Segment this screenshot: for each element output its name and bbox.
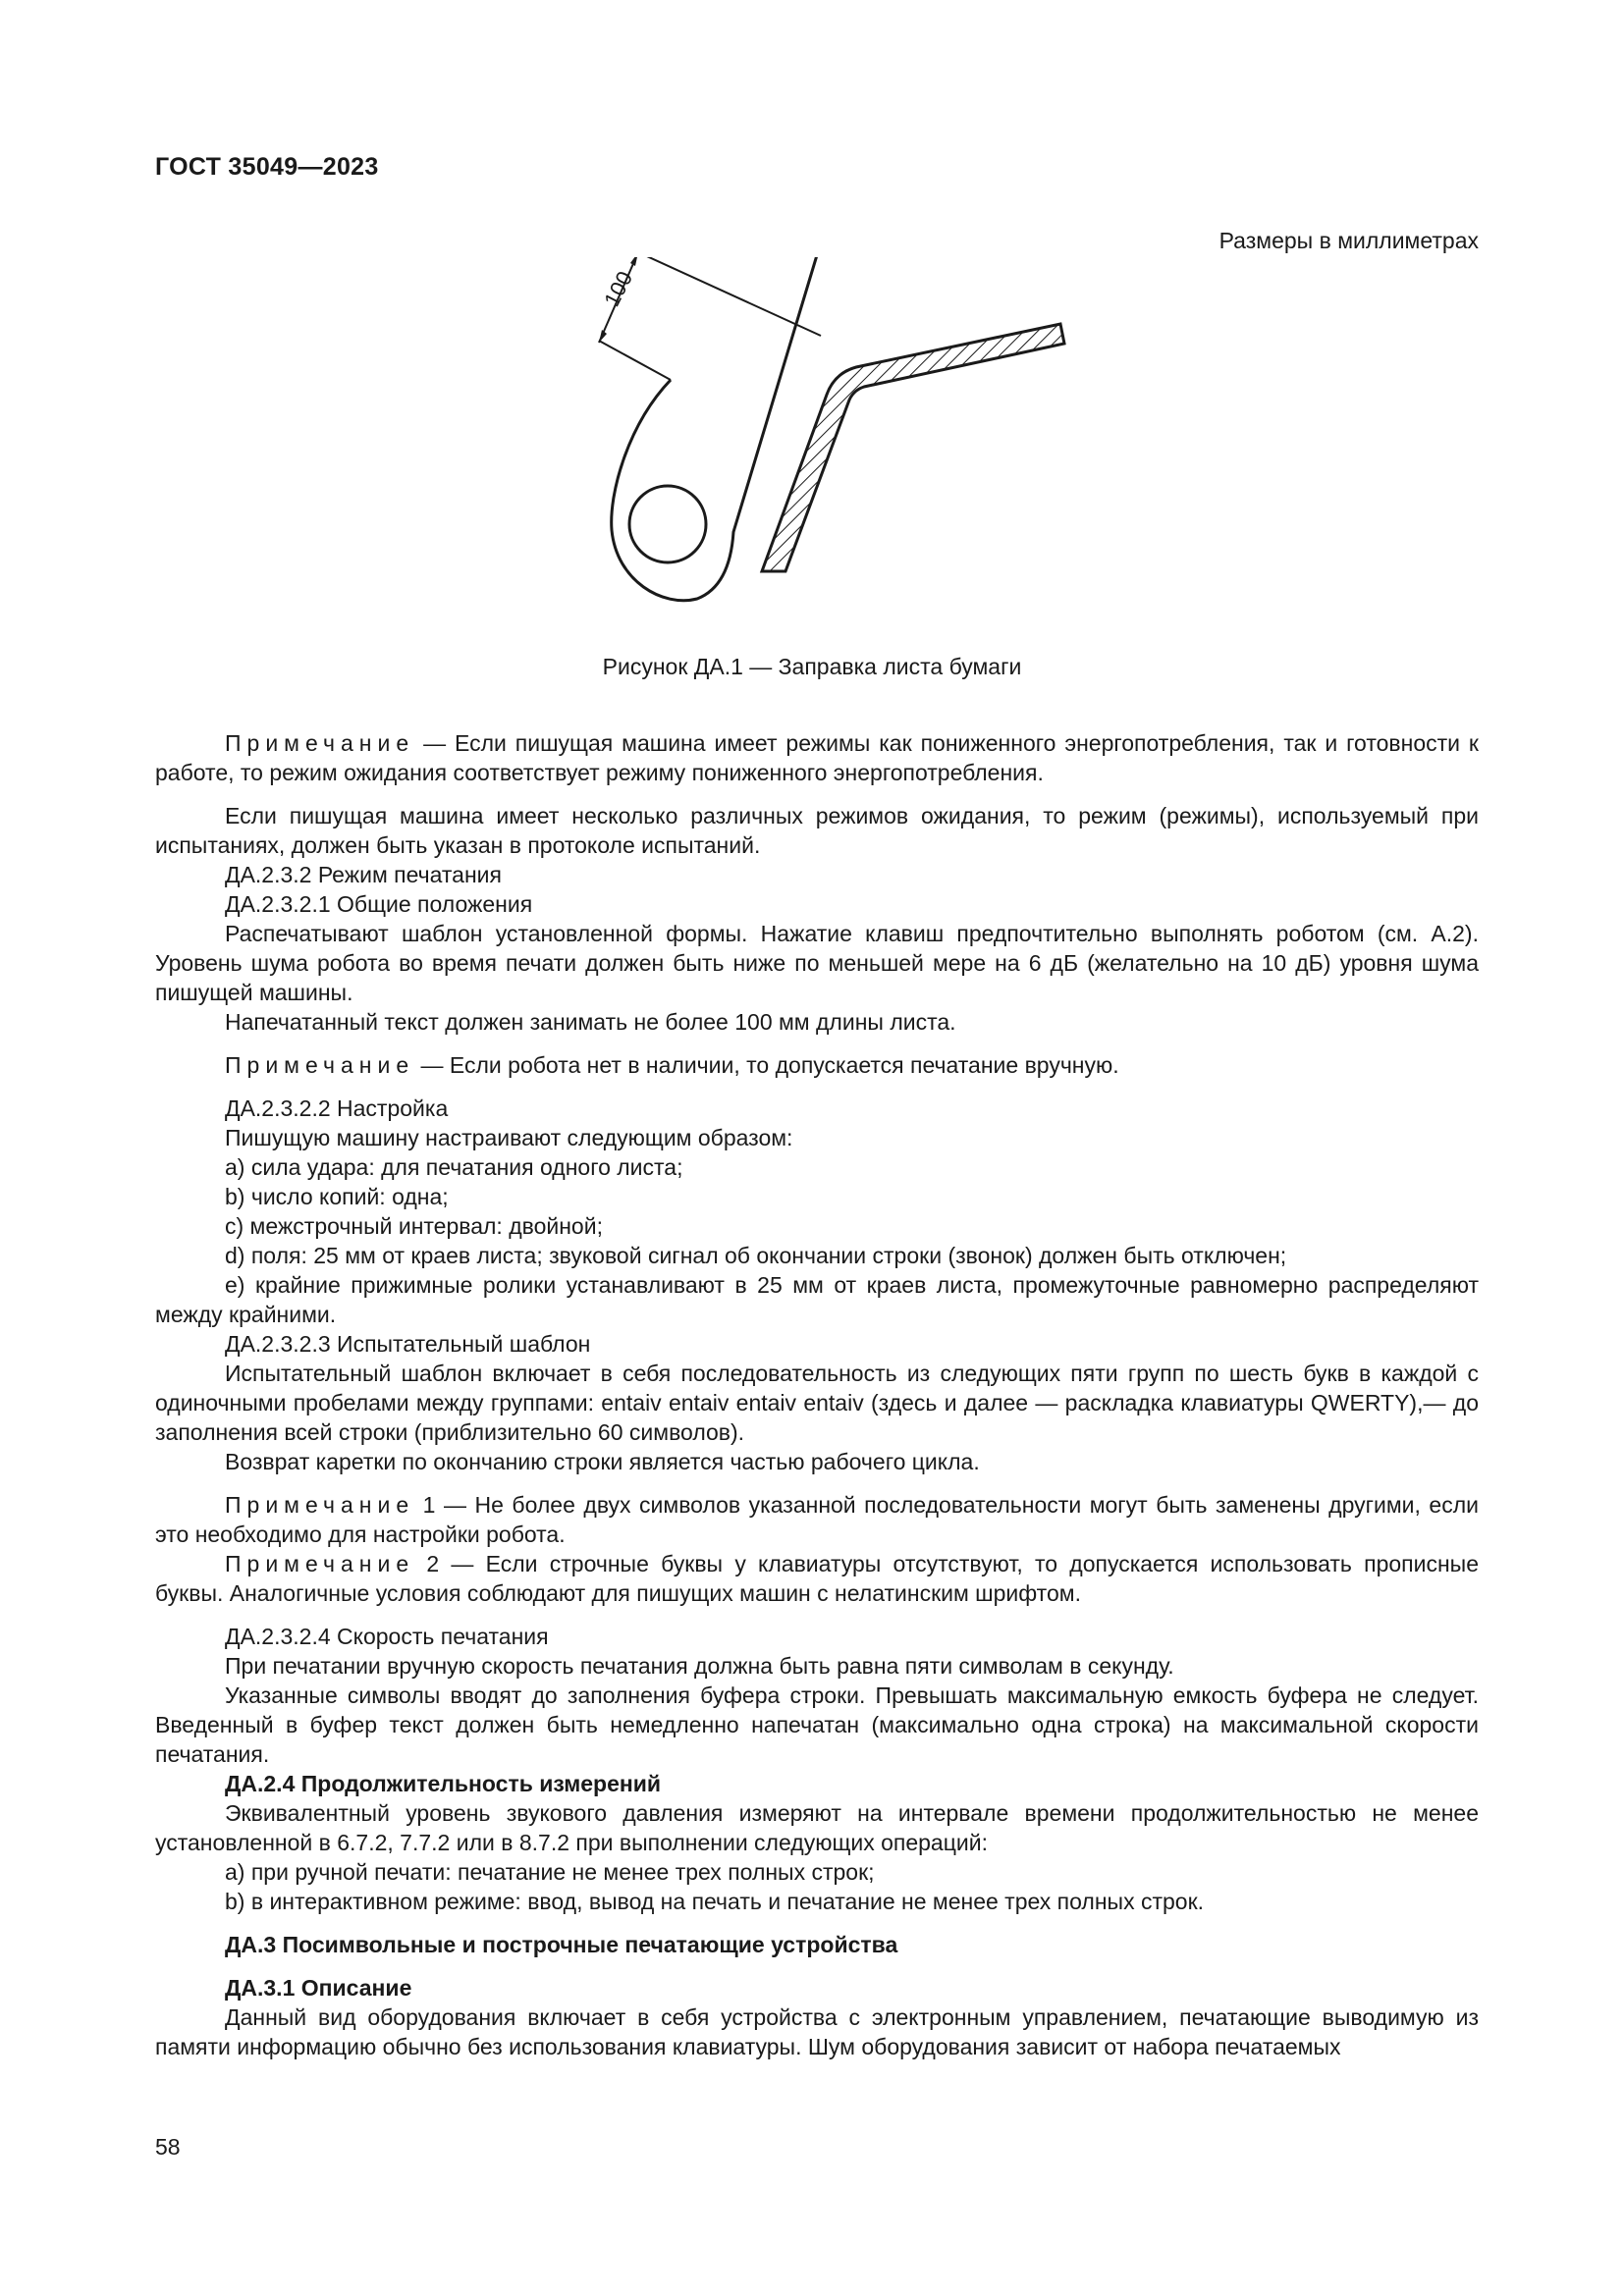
paragraph: Если пишущая машина имеет несколько различных режимов ожидания, то режим (режимы), используемый при испытаниях, должен быть указан в протоколе испытаний. <box>155 803 1479 858</box>
section-heading: ДА.2.4 Продолжительность измерений <box>225 1771 662 1796</box>
dimension-ext-1 <box>599 341 671 380</box>
paragraph: Данный вид оборудования включает в себя устройства с электронным управлением, печатающие выводимую из памяти информацию обычно без использования клавиатуры. Шум оборудования зависит от набора печатаемых <box>155 2004 1479 2059</box>
paragraph: d) поля: 25 мм от краев листа; звуковой сигнал об окончании строки (звонок) должен быть отключен; <box>225 1243 1287 1268</box>
note-text: — Если робота нет в наличии, то допускается печатание вручную. <box>414 1052 1119 1078</box>
page-number: 58 <box>155 2134 181 2160</box>
note-paragraph <box>155 1050 1479 1080</box>
dimension-label: 100 <box>599 267 638 311</box>
paragraph: Распечатывают шаблон установленной формы. Нажатие клавиш предпочтительно выполнять роботом (см. А.2). Уровень шума робота во время печати должен быть ниже по меньшей мере на 6 дБ (желательно на 10 дБ) уровня шума пишущей машины. <box>155 921 1479 1005</box>
units-note: Размеры в миллиметрах <box>1218 228 1479 253</box>
paragraph: а) сила удара: для печатания одного листа; <box>225 1154 683 1180</box>
section-heading: ДА.3 Посимвольные и построчные печатающие устройства <box>225 1932 898 1957</box>
paragraph: Напечатанный текст должен занимать не более 100 мм длины листа. <box>225 1009 956 1035</box>
note-text: — Если пишущая машина имеет режимы как пониженного энергопотребления, так и готовности к работе, то режим ожидания соответствует режиму пониженного энергопотребления. <box>155 730 1479 785</box>
paragraph: Пишущую машину настраивают следующим образом: <box>225 1125 793 1150</box>
note-text: 2 — Если строчные буквы у клавиатуры отсутствуют, то допускается использовать прописные буквы. Аналогичные условия соблюдают для пишущих машин с нелатинским шрифтом. <box>155 1551 1479 1606</box>
paragraph: ДА.2.3.2.3 Испытательный шаблон <box>225 1331 591 1357</box>
note-label: Примечание <box>225 1052 415 1078</box>
platen-roller <box>629 486 706 562</box>
paragraph: ДА.2.3.2.4 Скорость печатания <box>225 1624 549 1649</box>
paragraph: Эквивалентный уровень звукового давления измеряют на интервале времени продолжительностью не менее установленной в 6.7.2, 7.7.2 или в 8.7.2 при выполнении следующих операций: <box>155 1800 1479 1855</box>
paragraph: е) крайние прижимные ролики устанавливают в 25 мм от краев листа, промежуточные равномерно распределяют между крайними. <box>155 1272 1479 1327</box>
figure-caption: Рисунок ДА.1 — Заправка листа бумаги <box>602 654 1022 679</box>
paragraph: Возврат каретки по окончанию строки является частью рабочего цикла. <box>225 1449 980 1474</box>
paragraph: Испытательный шаблон включает в себя последовательность из следующих пяти групп по шесть букв в каждой с одиночными пробелами между группами: entaiv entaiv entaiv entaiv (здесь и далее — раскладка клавиатуры QWERTY),— до заполнения всей строки (приблизительно 60 символов). <box>155 1361 1479 1445</box>
note-label: Примечание <box>225 1551 415 1576</box>
paragraph: с) межстрочный интервал: двойной; <box>225 1213 603 1239</box>
note-paragraph <box>155 1549 1479 1608</box>
paragraph: ДА.2.3.2.1 Общие положения <box>225 891 533 917</box>
note-paragraph <box>155 1490 1479 1549</box>
paragraph: b) число копий: одна; <box>225 1184 449 1209</box>
paragraph: b) в интерактивном режиме: ввод, вывод на печать и печатание не менее трех полных строк. <box>225 1889 1205 1914</box>
dimension-group <box>599 257 821 343</box>
dimension-line <box>569 287 601 344</box>
paper-feed-figure <box>569 257 1080 650</box>
section-heading: ДА.3.1 Описание <box>225 1975 412 2001</box>
paper-feed-drawing <box>569 257 1080 650</box>
paper-guide-plate <box>762 324 1064 571</box>
note-paragraph <box>155 728 1479 787</box>
note-label: Примечание <box>225 730 415 756</box>
body-text <box>155 715 1479 2061</box>
paragraph: При печатании вручную скорость печатания должна быть равна пяти символам в секунду. <box>225 1653 1174 1679</box>
note-text: 1 — Не более двух символов указанной последовательности могут быть заменены другими, если это необходимо для настройки робота. <box>155 1492 1479 1547</box>
document-header: ГОСТ 35049—2023 <box>155 153 379 181</box>
paragraph: ДА.2.3.2 Режим печатания <box>225 862 502 887</box>
paragraph: ДА.2.3.2.2 Настройка <box>225 1095 449 1121</box>
paragraph: а) при ручной печати: печатание не менее трех полных строк; <box>225 1859 875 1885</box>
note-label: Примечание <box>225 1492 415 1518</box>
paragraph: Указанные символы вводят до заполнения буфера строки. Превышать максимальную емкость буфера не следует. Введенный в буфер текст должен быть немедленно напечатан (максимально одна строка) на максимальной скорости печатания. <box>155 1682 1479 1767</box>
